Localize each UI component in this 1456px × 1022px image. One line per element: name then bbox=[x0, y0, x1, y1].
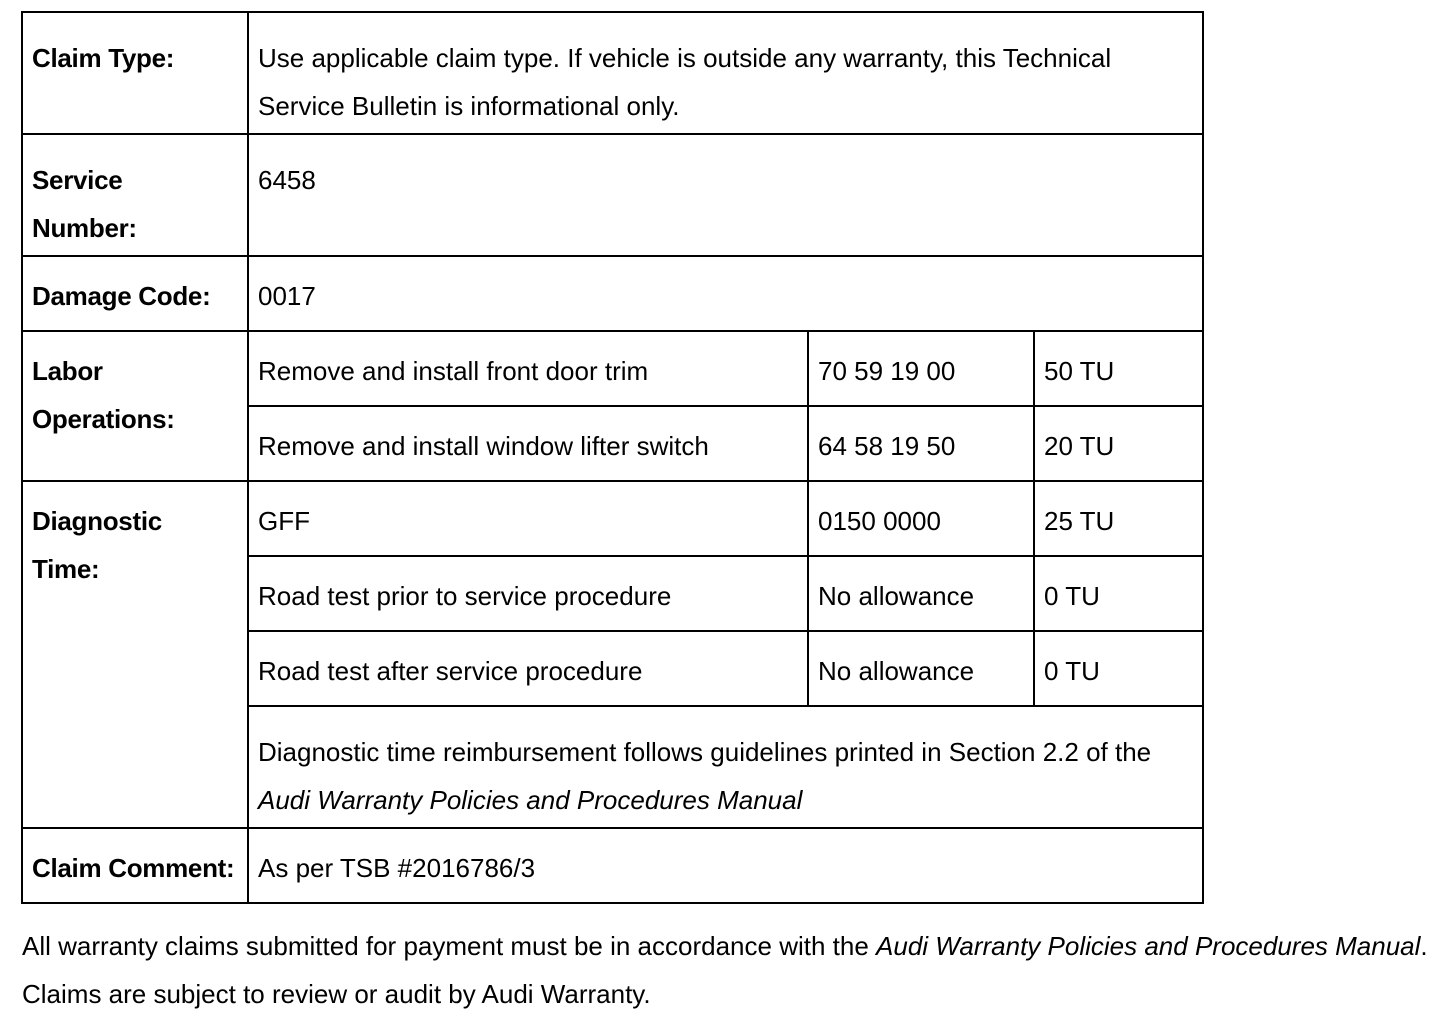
service-number-label-line2: Number: bbox=[32, 213, 137, 243]
diagnostic-time-value: 0 TU bbox=[1034, 556, 1203, 631]
diagnostic-time-label-line2: Time: bbox=[32, 554, 100, 584]
labor-operations-label-line1: Labor bbox=[32, 356, 103, 386]
diagnostic-time-description: Road test prior to service procedure bbox=[248, 556, 808, 631]
warranty-claim-table bbox=[21, 11, 1204, 904]
service-number-value: 6458 bbox=[248, 134, 1203, 256]
damage-code-value: 0017 bbox=[248, 256, 1203, 331]
diagnostic-time-row bbox=[22, 481, 1203, 556]
warranty-footer-note bbox=[22, 922, 1442, 1018]
diagnostic-time-description: GFF bbox=[248, 481, 808, 556]
labor-operation-description: Remove and install window lifter switch bbox=[248, 406, 808, 481]
claim-comment-row bbox=[22, 828, 1203, 903]
labor-operation-time: 20 TU bbox=[1034, 406, 1203, 481]
diagnostic-time-value: 25 TU bbox=[1034, 481, 1203, 556]
labor-operation-description: Remove and install front door trim bbox=[248, 331, 808, 406]
service-number-label bbox=[22, 134, 248, 256]
claim-type-row bbox=[22, 12, 1203, 134]
diagnostic-time-label-line1: Diagnostic bbox=[32, 506, 162, 536]
diagnostic-note-manual-title: Audi Warranty Policies and Procedures Manual bbox=[258, 785, 803, 815]
labor-operations-label bbox=[22, 331, 248, 481]
labor-operation-row bbox=[22, 331, 1203, 406]
diagnostic-time-code: No allowance bbox=[808, 631, 1034, 706]
diagnostic-time-code: 0150 0000 bbox=[808, 481, 1034, 556]
damage-code-row bbox=[22, 256, 1203, 331]
claim-comment-value: As per TSB #2016786/3 bbox=[248, 828, 1203, 903]
claim-type-value: Use applicable claim type. If vehicle is outside any warranty, this Technical Service Bulletin is informational only. bbox=[248, 12, 1203, 134]
diagnostic-time-description: Road test after service procedure bbox=[248, 631, 808, 706]
diagnostic-note-text: Diagnostic time reimbursement follows guidelines printed in Section 2.2 of the bbox=[258, 737, 1152, 767]
labor-operation-code: 64 58 19 50 bbox=[808, 406, 1034, 481]
diagnostic-time-value: 0 TU bbox=[1034, 631, 1203, 706]
diagnostic-time-note bbox=[248, 706, 1203, 828]
service-number-label-line1: Service bbox=[32, 165, 123, 195]
labor-operation-code: 70 59 19 00 bbox=[808, 331, 1034, 406]
service-number-row bbox=[22, 134, 1203, 256]
damage-code-label: Damage Code: bbox=[22, 256, 248, 331]
diagnostic-time-code: No allowance bbox=[808, 556, 1034, 631]
footer-text-before: All warranty claims submitted for payment must be in accordance with the bbox=[22, 931, 869, 961]
labor-operations-label-line2: Operations: bbox=[32, 404, 175, 434]
claim-type-label: Claim Type: bbox=[22, 12, 248, 134]
diagnostic-time-label bbox=[22, 481, 248, 828]
labor-operation-time: 50 TU bbox=[1034, 331, 1203, 406]
claim-comment-label: Claim Comment: bbox=[22, 828, 248, 903]
footer-text-after: . Claims are subject to review or audit by Audi Warranty. bbox=[22, 931, 1428, 1009]
footer-manual-title: Audi Warranty Policies and Procedures Manual bbox=[876, 931, 1421, 961]
